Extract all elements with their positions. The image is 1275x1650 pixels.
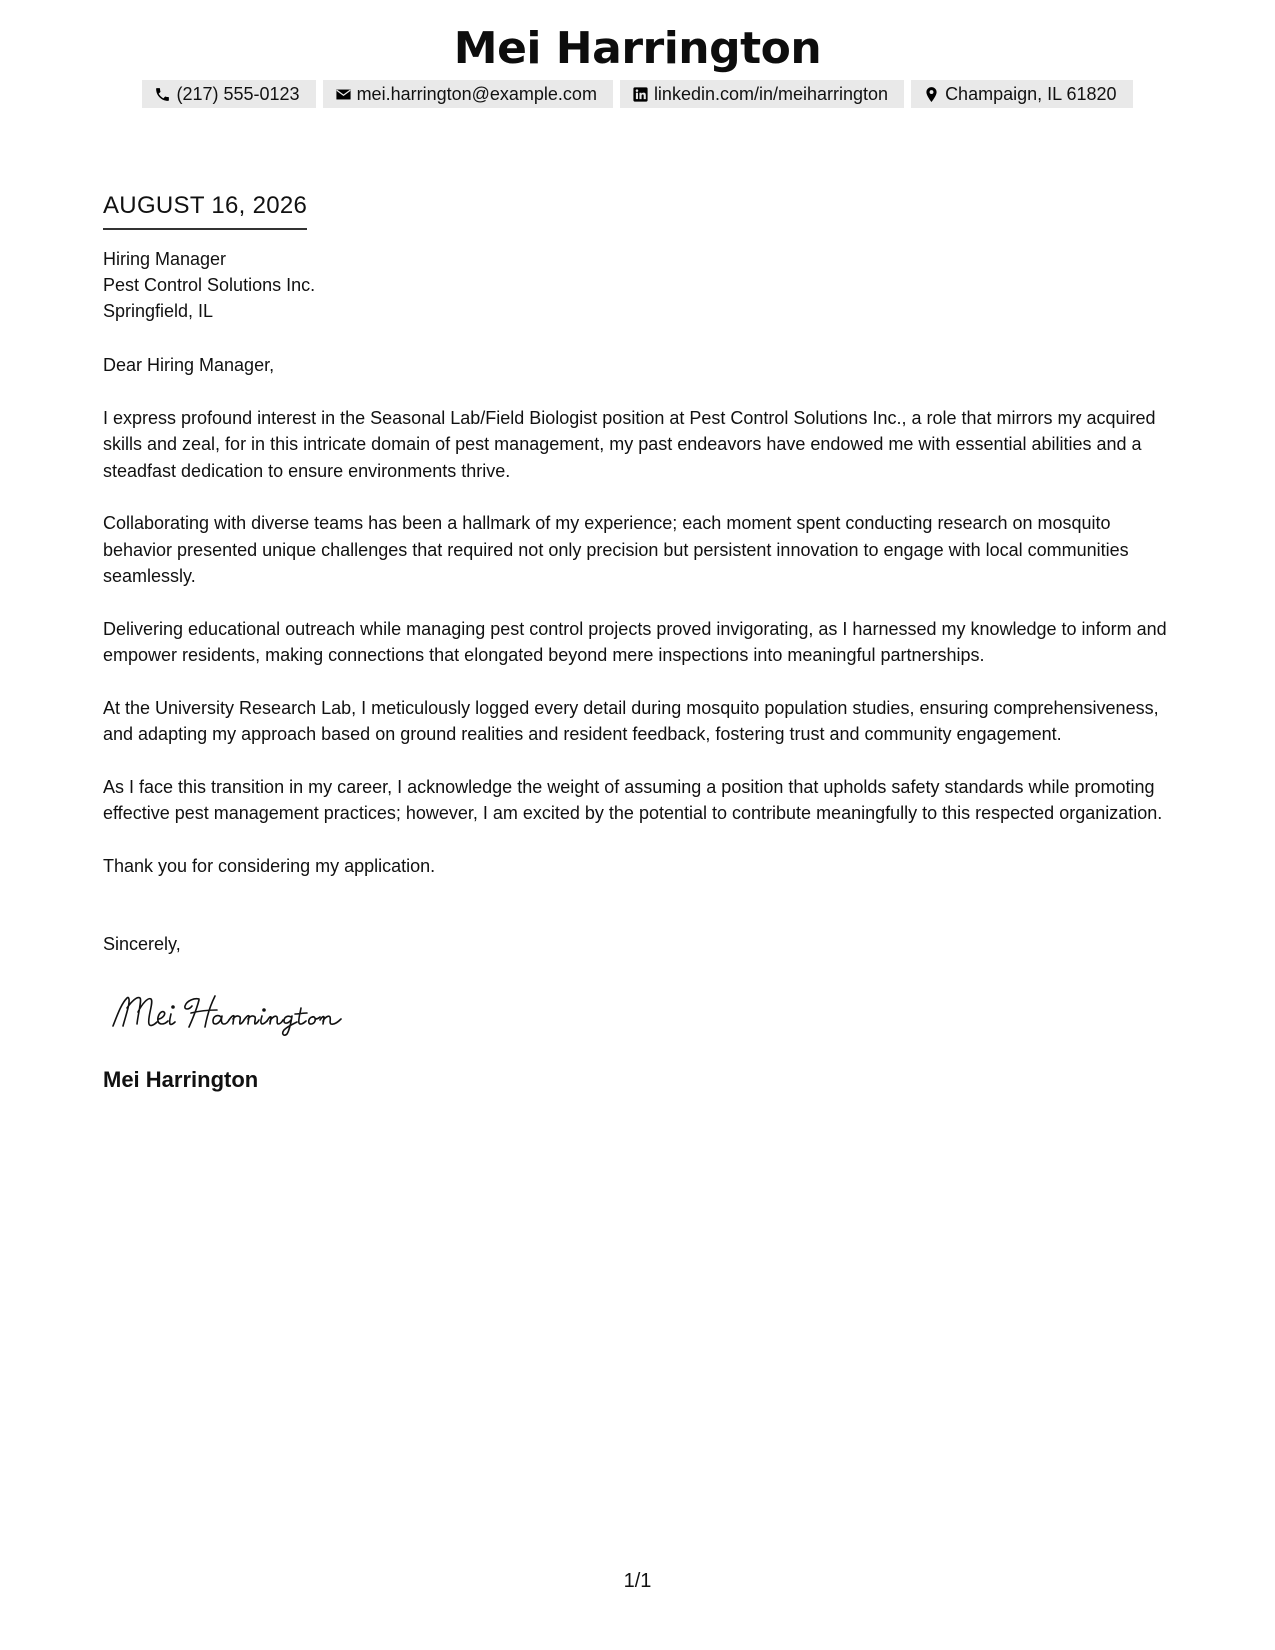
body-paragraph: I express profound interest in the Seasonal Lab/Field Biologist position at Pest Control Solutions Inc., a role that mirrors my acquired skills and zeal, for in this intricate domain of pest management, my past endeavors have endowed me with essential abilities and a steadfast dedication to ensure environments thrive.: [103, 407, 1156, 481]
recipient-title: Hiring Manager: [103, 249, 227, 269]
recipient-company: Pest Control Solutions Inc.: [103, 275, 316, 295]
contact-linkedin: [620, 80, 904, 108]
contact-bar: [0, 80, 1275, 108]
handwritten-signature: [107, 986, 367, 1038]
contact-phone-text: (217) 555-0123: [176, 83, 300, 104]
thank-you-line: Thank you for considering my application.: [103, 855, 436, 876]
letter-body: [103, 190, 1178, 1094]
envelope-icon: [335, 86, 352, 103]
contact-location-text: Champaign, IL 61820: [945, 83, 1117, 104]
map-pin-icon: [923, 86, 940, 103]
contact-email: [323, 80, 613, 108]
applicant-name-heading: Mei Harrington: [453, 23, 822, 74]
body-paragraph: Collaborating with diverse teams has been a hallmark of my experience; each moment spent conducting research on mosquito behavior presented unique challenges that required not only precision but persistent innovation to engage with local communities seamlessly.: [103, 513, 1129, 586]
closing-line: Sincerely,: [103, 934, 181, 954]
letter-date: AUGUST 16, 2026: [103, 190, 307, 230]
phone-icon: [154, 86, 171, 103]
contact-linkedin-text: linkedin.com/in/meiharrington: [653, 83, 889, 104]
body-paragraph: Delivering educational outreach while managing pest control projects proved invigorating, as I harnessed my knowledge to inform and empower residents, making connections that elongated beyond mere inspections into meaningful partnerships.: [103, 618, 1167, 665]
contact-location: [911, 80, 1132, 108]
linkedin-icon: [632, 86, 649, 103]
body-paragraph: As I face this transition in my career, I acknowledge the weight of assuming a position that upholds safety standards while promoting effective pest management practices; however, I am excited by the potential to contribute meaningfully to this respected organization.: [103, 776, 1163, 823]
contact-email-text: mei.harrington@example.com: [356, 83, 597, 104]
recipient-location: Springfield, IL: [103, 301, 214, 321]
signer-name: Mei Harrington: [103, 1067, 259, 1092]
page-number: 1/1: [623, 1570, 652, 1592]
salutation: Dear Hiring Manager,: [103, 355, 275, 375]
contact-phone: [142, 80, 315, 108]
recipient-block: [103, 246, 1178, 324]
body-paragraph: At the University Research Lab, I meticulously logged every detail during mosquito population studies, ensuring comprehensiveness, and adapting my approach based on ground realities and resident feedback, fostering trust and community engagement.: [103, 697, 1159, 744]
